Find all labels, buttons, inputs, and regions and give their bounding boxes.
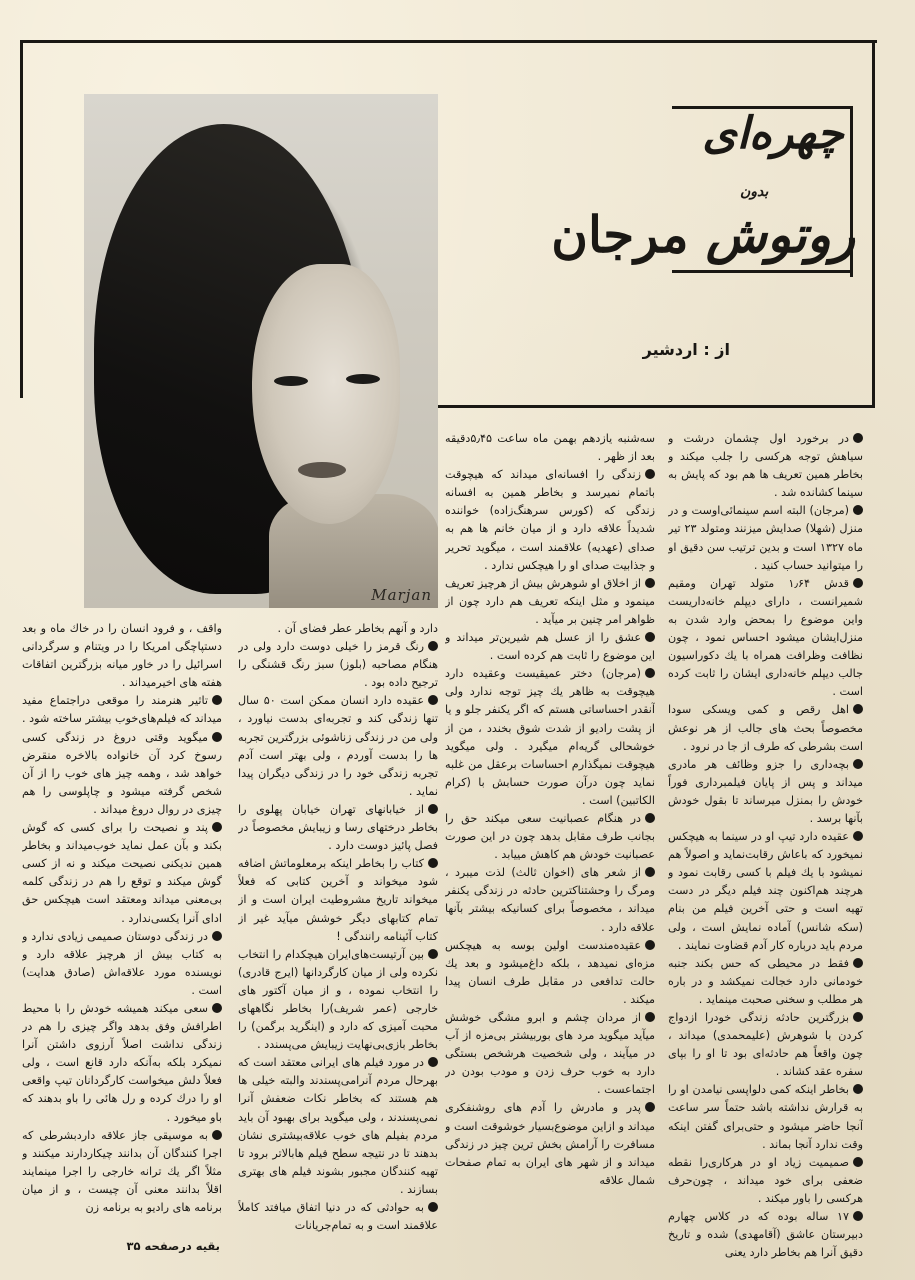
bullet-icon: [428, 804, 438, 814]
bullet-icon: [645, 813, 655, 823]
paragraph: بچه‌داری را جزو وظائف هر مادری میداند و پس از پایان فیلمبرداری فوراً خودش را بمنزل میرساند تا بقول خودش بآنها برسد .: [668, 757, 863, 825]
paragraph: به حوادثی که در دنیا اتفاق میافتد کاملاً علاقمند است و به تمام‌جریانات: [238, 1201, 438, 1233]
bullet-icon: [645, 578, 655, 588]
paragraph: از خیابانهای تهران خیابان پهلوی را بخاطر درختهای رسا و زیبایش مخصوصاً در فصل پائیز دوست دارد .: [238, 802, 438, 853]
paragraph: زندگی را افسانه‌ای میداند که هیچوقت باتمام نمیرسد و بخاطر همین به افسانه زندگی که (کورس سرهنگ‌زاده) خواننده شدیداً علاقه دارد و از میان خانم ها هم به صدای (عهدیه) علاقمند است ، میگوید تحریر و جذابیت صدای او را هیچکس ندارد .: [445, 468, 655, 572]
paragraph: ۱۷ ساله بوده که در کلاس چهارم دبیرستان عاشق (آقامهدی) شده و تاریخ دقیق آنرا هم بخاطر دارد یعنی: [668, 1210, 863, 1260]
frame-right-rule: [872, 40, 875, 408]
paragraph: از شعر های (اخوان ثالث) لذت میبرد ، ومرگ را وحشتناکترین حادثه در زندگی یکنفر میداند ، مخصوصاً برای کسانیکه بیشتر بآنها علاقه دارد .: [445, 866, 655, 934]
paragraph: عقیده دارد تیپ او در سینما به هیچکس نمیخورد که باعاش رقابت‌نماید و اصولاً هم نمیشود با یك فیلم با کسی رقابت نمود و هرچند هم‌اکنون چند فیلم دیگر در دست تهیه است و حتی آخرین فیلم من بنام (سکه شانس) آماده نمایش است ، ولی مردم باید درباره کار آدم قضاوت نمایند .: [668, 830, 863, 952]
bullet-icon: [212, 931, 222, 941]
bullet-icon: [645, 940, 655, 950]
paragraph: قدش ۱٫۶۴ متولد تهران ومقیم شمیرانست ، دارای دیپلم خانه‌داریست واین موضوع را بمحض وارد شدن به منزل‌ایشان میشود احساس نمود ، چون نظافت وظرافت همراه با یك دکوراسیون جالب دیپلم خانه‌داری ایشان را ثابت کرده است .: [668, 576, 863, 699]
bullet-icon: [428, 949, 438, 959]
paragraph: (مرجان) البته اسم سینمائی‌اوست و در منزل (شهلا) صدایش میزنند ومتولد ۲۳ تیر ماه ۱۳۲۷ است و بدین ترتیب سن دقیق او را میتوانید حساب کنید .: [668, 504, 863, 572]
photo-face: [252, 264, 400, 524]
bullet-icon: [853, 505, 863, 515]
byline: از : اردشیر: [642, 340, 730, 359]
paragraph: در زندگی دوستان صمیمی زیادی ندارد و به کتاب بیش از هرچیز علاقه دارد و نویسنده مورد علاقه‌اش (صادق هدایت) است .: [22, 929, 222, 997]
photo-signature: Marjan: [371, 586, 432, 604]
paragraph: کتاب را بخاطر اینکه برمعلوماتش اضافه شود میخواند و آخرین کتابی که فعلاً میخواند تاریخ مشروطیت ایران است و از تمام کتابهای دیگر خوشش میآید غیر از کتاب آئینامه رانندگی !: [238, 857, 438, 943]
bullet-icon: [853, 1211, 863, 1221]
bullet-icon: [645, 469, 655, 479]
paragraph: پدر و مادرش را آدم های روشنفکری میداند و ازاین موضوع‌بسیار خوشوقت است و مسافرت را آرامش بخش ترین چیز در زندگی میداند و از شهر های ایران به تمام صفحات شمال علاقه: [445, 1101, 655, 1187]
paragraph: واقف ، و فرود انسان را در خاك ماه و بعد دستپاچگی امریکا را در ویتنام و سرگردانی اسرائیل را در خاور میانه بزرگترین اتفاقات هفته های اخیرمیداند .: [22, 622, 222, 690]
paragraph: دارد و آنهم بخاطر عطر فضای آن .: [277, 622, 438, 635]
bullet-icon: [645, 668, 655, 678]
paragraph: فقط در محیطی که حس بکند جنبه خودمانی دارد خجالت نمیکشد و در باره هر مطلب و سخنی صحبت مینماید .: [668, 956, 863, 1006]
paragraph: بین آرتیست‌های‌ایران هیچکدام را انتخاب نکرده ولی از میان کارگردانها (ایرج قادری) را انتخاب نموده ، و از میان آکتور های خارجی (عمر شریف)را بخاطر نگاههای محبت آمیزی که دارد و (اینگرید برگمن) را بخاطر بازی‌بی‌نهایت زیبایش می‌پسندد .: [238, 947, 438, 1052]
paragraph: از اخلاق او شوهرش بیش از هرچیز تعریف مینمود و مثل اینکه تعریف هم دارد چون از ظواهر امر چنین بر میآید .: [445, 576, 655, 626]
frame-bottom-rule: [438, 405, 875, 408]
article-column-3: [238, 620, 438, 1260]
bullet-icon: [853, 1084, 863, 1094]
paragraph: عشق را از عسل هم شیرین‌تر میداند و این موضوع را ثابت هم کرده است .: [445, 631, 655, 663]
paragraph: سه‌شنبه یازدهم بهمن ماه ساعت ۵٫۴۵دقیقه بعد از ظهر .: [445, 432, 655, 464]
title-name: مرجان: [551, 205, 689, 264]
title-box-underline: [672, 270, 850, 273]
bullet-icon: [212, 732, 222, 742]
paragraph: از مردان چشم و ابرو مشگی خوشش میآید میگوید مرد های بوربیشتر بی‌مزه از آب در میآیند ، ولی شخصیت هرشخص بستگی دارد به خوب حرف زدن و مودب بودن در اجتماعست .: [445, 1011, 655, 1097]
paragraph: (مرجان) دختر عمیقیست وعقیده دارد هیچوقت به ظاهر یك چیز توجه ندارد ولی آنقدر احساساتی هستم که اگر یکنفر جلو و یا از پشت رادیو از شدت شوق بخندد ، من از خوشحالی گریه‌ام میگیرد . ولی میگوید هیچوقت نمیگذارم احساسات برعقل من غلبه نماید چون درآن صورت حسابش با (کرام الکاتبین) است .: [445, 667, 655, 807]
paragraph: بزرگترین حادثه زندگی خودرا ازدواج کردن با شوهرش (علیمحمدی) میداند ، چون واقعاً هم حادثه‌ای بود تا او را بپای سفره عقد کشاند .: [668, 1011, 863, 1079]
article-column-2: [445, 430, 655, 1260]
paragraph: پند و نصیحت را برای کسی که گوش بکند و بآن عمل نماید خوب‌میداند و بخاطر همین ندیکنی نصیحت میکند و نه از کسی گوش میکند و توقع را هم در زندگی کلمه بی‌معنی میداند ومعتقد است هیچکس حق ادای آنرا یکسی‌ندارد .: [22, 821, 222, 925]
paragraph: عقیده‌مندست اولین بوسه به هیچکس مزه‌ای نمیدهد ، بلکه داغ‌میشود و بعد یك حالت تدافعی در مقابل طرف انسان پیدا میکند .: [445, 938, 655, 1006]
paragraph: در هنگام عصبانیت سعی میکند حق را بجانب طرف مقابل بدهد چون در این صورت عصبانیت خودش هم کاهش مییابد .: [445, 811, 655, 862]
photo-lips: [298, 462, 346, 478]
bullet-icon: [428, 1057, 438, 1067]
bullet-icon: [212, 1003, 222, 1013]
paragraph: به موسیقی جاز علاقه داردبشرطی که اجرا کنندگان آن بدانند چیکاردارند میکنند و مثلاً اگر یك ترانه خارجی را اجرا مینمایند اقلاً بدانند معنی آن چیست ، و از میان برنامه های رادیو به برنامه زن: [22, 1128, 222, 1214]
bullet-icon: [853, 1012, 863, 1022]
paragraph: اهل رقص و کمی ویسکی سودا مخصوصاً بحث های جالب از هر نوعش است بشرطی که طرف از جا در نرود .: [668, 703, 863, 753]
bullet-icon: [428, 858, 438, 868]
paragraph: صمیمیت زیاد او در هرکاری‌را نقطه ضعفی برای خود میداند ، چون‌حرف هرکسی را باور میکند .: [668, 1155, 863, 1205]
paragraph: در مورد فیلم های ایرانی معتقد است که بهرحال مردم آنرامی‌پسندند والبته خیلی ها هم هستند که بخاطر نکات ضعفش آنرا نمی‌پسندند ، ولی میگوید برای بهبود آن باید مردم بفیلم های خوب علاقه‌بیشتری نشان بدهند تا در نتیجه سطح فیلم هابالاتر برود تا تهیه کنندگان مجبور بشوند فیلم های بهتری بسازند .: [238, 1056, 438, 1196]
title-bedun: بدون: [740, 184, 769, 200]
bullet-icon: [428, 641, 438, 651]
bullet-icon: [428, 1202, 438, 1212]
bullet-icon: [853, 1157, 863, 1167]
bullet-icon: [428, 695, 438, 705]
bullet-icon: [853, 704, 863, 714]
continued-on-page-note: بقیه درصفحه ۳۵: [126, 1239, 220, 1253]
bullet-icon: [212, 822, 222, 832]
photo-eye-left: [274, 376, 308, 386]
frame-left-rule: [20, 40, 23, 398]
title-script-word: روتوش: [705, 205, 855, 264]
paragraph: سعی میکند همیشه خودش را با محیط اطرافش وفق بدهد واگر چیزی را هم در زندگی نداشت اصلاً آرزوی داشتن آنرا نمیکرد بلکه به‌آنکه دارد قانع است ، ولی فعلاً دلش میخواست کارگردانان تیپ واقعی او را درك کرده و رل هائی را باو بدهند که باو میخورد .: [22, 1001, 222, 1124]
bullet-icon: [645, 1102, 655, 1112]
photo-eye-right: [346, 374, 380, 384]
article-column-4: [22, 620, 222, 1236]
portrait-photo: [84, 94, 438, 608]
bullet-icon: [212, 695, 222, 705]
bullet-icon: [853, 958, 863, 968]
bullet-icon: [645, 1012, 655, 1022]
bullet-icon: [853, 759, 863, 769]
bullet-icon: [853, 831, 863, 841]
article-column-1: [668, 430, 863, 1260]
bullet-icon: [853, 578, 863, 588]
title-kicker: چهره‌ای: [702, 108, 844, 159]
bullet-icon: [645, 632, 655, 642]
bullet-icon: [212, 1130, 222, 1140]
page-title: [455, 205, 855, 264]
paragraph: تاثیر هنرمند را موقعی دراجتماع مفید میداند که فیلم‌های‌خوب بیشتر ساخته شود .: [22, 694, 222, 726]
paragraph: میگوید وقتی دروغ در زندگی کسی رسوخ کرد آن خانواده بالاخره منقرض خواهد شد ، وهمه چیز های خوب را از آن شخص گرفته میشود و چاپلوسی را هم چیزی در روال دروغ میداند .: [22, 730, 222, 816]
bullet-icon: [645, 867, 655, 877]
paragraph: در برخورد اول چشمان درشت و سیاهش توجه هرکسی را جلب میکند و بخاطر همین تعریف ها هم بود که پایش به سینما کشانده شد .: [668, 432, 863, 500]
paragraph: عقیده دارد انسان ممکن است ۵۰ سال تنها زندگی کند و تجربه‌ای بدست نیاورد ، ولی من در زندگی زناشوئی بزرگترین تجربه ها را بدست آوردم ، ولی بهتر است آدم تجربه زندگی خود را در زندگی دیگران پیدا نماید .: [238, 694, 438, 798]
paragraph: بخاطر اینکه کمی دلواپسی نیامدن او را به قرارش نداشته باشد حتماً سر ساعت آنجا حاضر میشود و حتی‌برای گفتن اینکه وقت ندارد آنجا بماند .: [668, 1083, 863, 1151]
paragraph: رنگ قرمز را خیلی دوست دارد ولی در هنگام مصاحبه (بلوز) سبز رنگ قشنگی را ترجیح داده بود .: [238, 640, 438, 690]
bullet-icon: [853, 433, 863, 443]
frame-top-rule: [22, 40, 877, 43]
